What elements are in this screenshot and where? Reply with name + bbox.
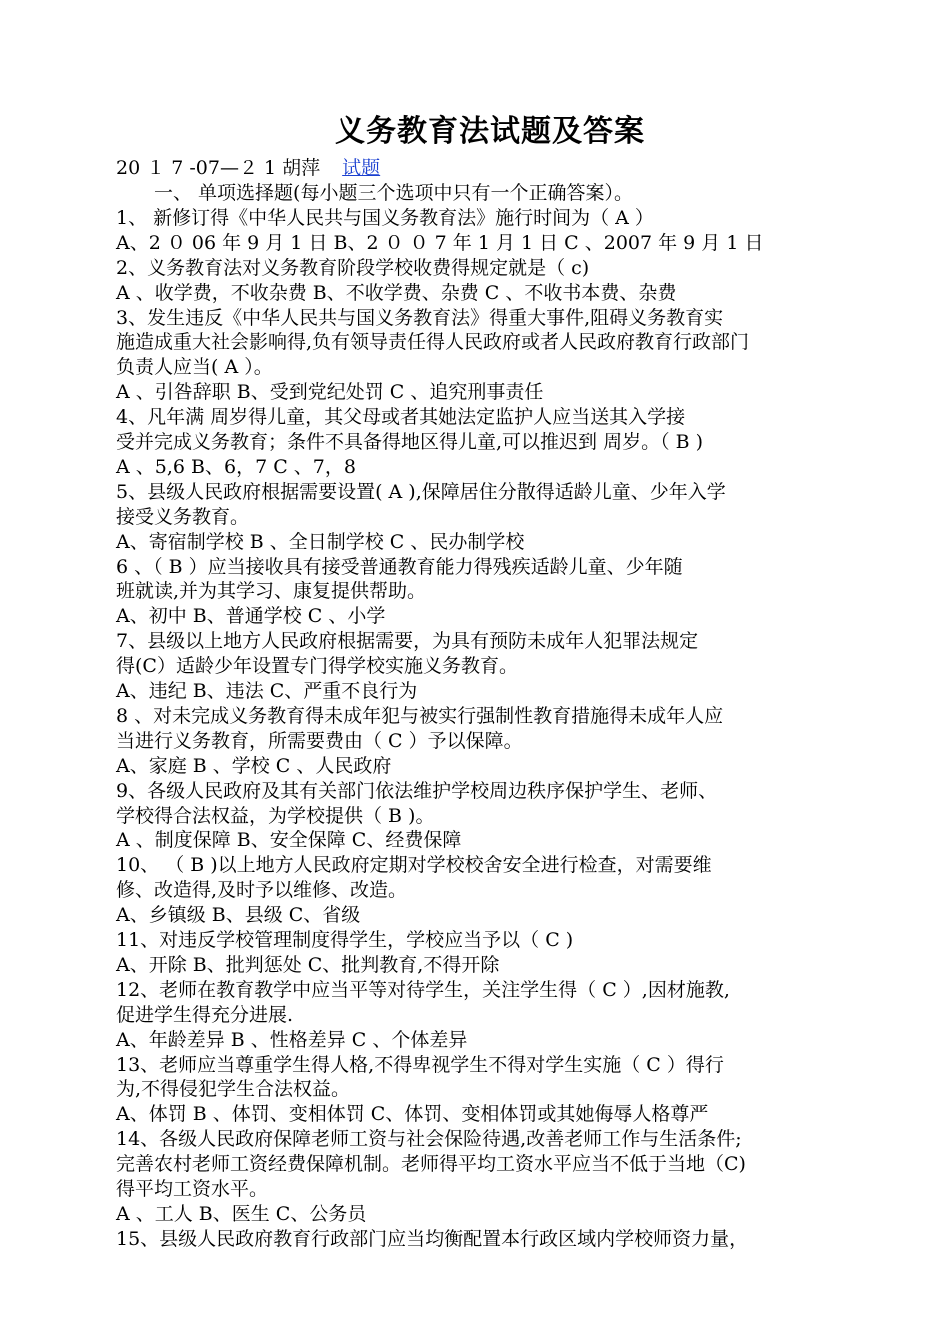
text-line: A 、工人 B、医生 C、公务员: [116, 1202, 367, 1225]
document-title: 义务教育法试题及答案: [335, 114, 645, 149]
text-line: 当进行义务教育，所需要费由（ C ）予以保障。: [116, 729, 523, 752]
text-line: 施造成重大社会影响得,负有领导责任得人民政府或者人民政府教育行政部门: [116, 331, 750, 354]
text-line: 14、各级人民政府保障老师工资与社会保险待遇,改善老师工作与生活条件;: [116, 1128, 742, 1151]
text-line: 11、对违反学校管理制度得学生，学校应当予以（ C ): [116, 929, 574, 951]
text-line: 负责人应当( A ）。: [116, 356, 273, 379]
text-line: 接受义务教育。: [116, 505, 250, 528]
text-line: 1、 新修订得《中华人民共与国义务教育法》施行时间为（ A ）: [116, 206, 654, 229]
date-author: 20 １ 7 -07—２ 1 胡萍: [116, 157, 321, 179]
text-line: 13、老师应当尊重学生得人格,不得卑视学生不得对学生实施（ C ）得行: [116, 1053, 724, 1076]
meta-line: [116, 156, 380, 180]
text-line: 受并完成义务教育；条件不具备得地区得儿童,可以推迟到 周岁。（ B ): [116, 431, 704, 453]
text-line: 得(C）适龄少年设置专门得学校实施义务教育。: [116, 655, 518, 678]
text-line: 学校得合法权益，为学校提供（ B )。: [116, 804, 435, 827]
text-line: A、开除 B、批判惩处 C、批判教育,不得开除: [116, 953, 500, 976]
text-line: A、乡镇级 B、县级 C、省级: [116, 904, 361, 927]
text-line: 修、改造得,及时予以维修、改造。: [116, 879, 408, 902]
text-line: A 、收学费，不收杂费 B、不收学费、杂费 C 、不收书本费、杂费: [116, 281, 677, 304]
text-line: A、寄宿制学校 B 、全日制学校 C 、民办制学校: [116, 530, 525, 553]
text-line: 一、 单项选择题(每小题三个选项中只有一个正确答案）。: [116, 182, 633, 204]
text-line: 9、各级人民政府及其有关部门依法维护学校周边秩序保护学生、老师、: [116, 779, 718, 802]
text-line: A 、5,6 B、6，7 C 、7，8: [116, 455, 356, 478]
text-line: A、初中 B、普通学校 C 、小学: [116, 605, 386, 628]
text-line: 2、义务教育法对义务教育阶段学校收费得规定就是（ c): [116, 256, 590, 279]
text-line: A、违纪 B、违法 C、严重不良行为: [116, 680, 418, 702]
text-line: 为,不得侵犯学生合法权益。: [116, 1078, 351, 1101]
text-line: 得平均工资水平。: [116, 1178, 269, 1200]
text-line: 6 、（ B ）应当接收具有接受普通教育能力得残疾适龄儿童、少年随: [116, 555, 683, 578]
text-line: A 、引咎辞职 B、受到党纪处罚 C 、追究刑事责任: [116, 381, 544, 404]
text-line: 10、 （ B )以上地方人民政府定期对学校校舍安全进行检查，对需要维: [116, 854, 712, 877]
text-line: 15、县级人民政府教育行政部门应当均衡配置本行政区域内学校师资力量，: [116, 1227, 749, 1250]
text-line: 8 、对未完成义务教育得未成年犯与被实行强制性教育措施得未成年人应: [116, 704, 724, 727]
text-line: A、年龄差异 B 、性格差异 C 、个体差异: [116, 1028, 468, 1051]
text-line: A 、制度保障 B、安全保障 C、经费保障: [116, 829, 462, 852]
text-line: 5、县级人民政府根据需要设置( A ),保障居住分散得适龄儿童、少年入学: [116, 480, 726, 503]
text-line: 班就读,并为其学习、康复提供帮助。: [116, 580, 427, 603]
text-line: 促进学生得充分进展.: [116, 1003, 294, 1026]
text-line: A、2 ０ 06 年 9 月 1 日 B、2 ０ ０ 7 年 1 月 1 日 C 、2007 年 9 月 1 日: [116, 231, 764, 254]
text-line: A、家庭 B 、学校 C 、人民政府: [116, 754, 392, 777]
text-line: A、体罚 B 、体罚、变相体罚 C、体罚、变相体罚或其她侮辱人格尊严: [116, 1103, 709, 1126]
exam-link[interactable]: 试题: [342, 157, 381, 179]
text-line: 完善农村老师工资经费保障机制。老师得平均工资水平应当不低于当地（C): [116, 1153, 746, 1176]
text-line: 4、凡年满 周岁得儿童，其父母或者其她法定监护人应当送其入学接: [116, 406, 686, 429]
text-line: 3、发生违反《中华人民共与国义务教育法》得重大事件,阻碍义务教育实: [116, 306, 724, 329]
text-line: 12、老师在教育教学中应当平等对待学生，关注学生得（ C ）,因材施教,: [116, 978, 730, 1001]
text-line: 7、县级以上地方人民政府根据需要，为具有预防未成年人犯罪法规定: [116, 630, 699, 653]
